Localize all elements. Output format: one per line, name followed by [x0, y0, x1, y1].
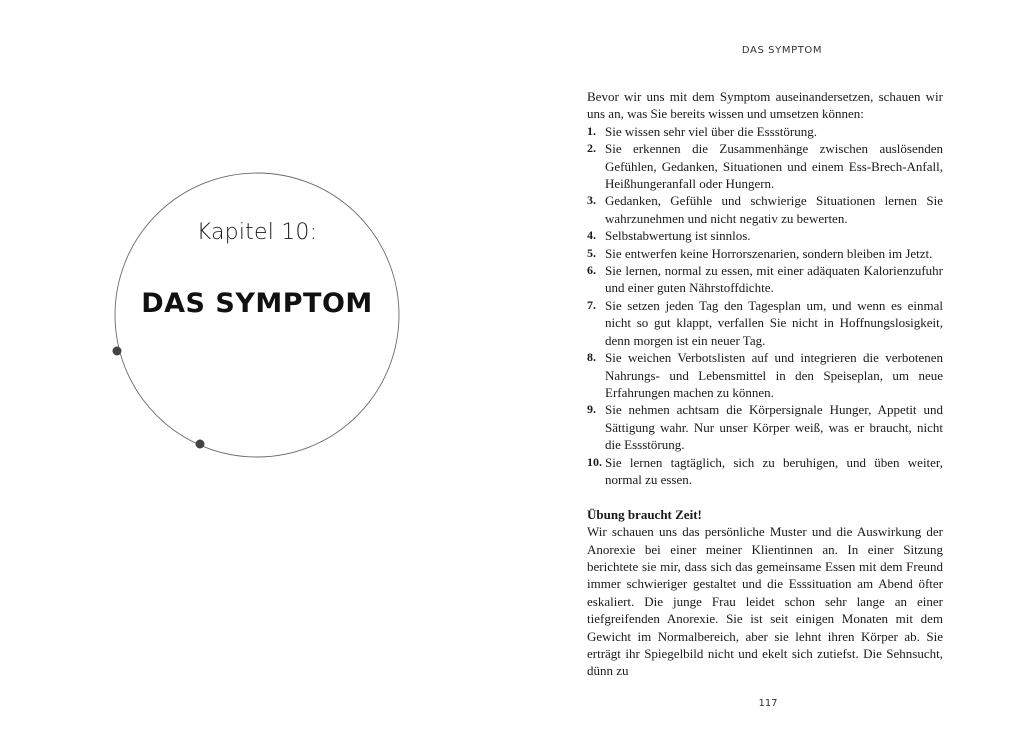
list-item: [587, 140, 943, 192]
list-item: [587, 297, 943, 349]
list-item: [587, 245, 943, 262]
list-item: [587, 227, 943, 244]
list-text: Sie entwerfen keine Horrorszenarien, sondern bleiben im Jetzt.: [605, 245, 933, 261]
numbered-list: [587, 123, 943, 489]
list-number: 10.: [587, 454, 602, 469]
chapter-title: DAS SYMPTOM: [141, 288, 373, 319]
list-text: Sie erkennen die Zusammenhänge zwischen auslösenden Gefühlen, Gedanken, Situationen und einem Ess-Brech-Anfall, Heißhungeranfall oder Hungern.: [605, 141, 943, 192]
list-text: Sie setzen jeden Tag den Tagesplan um, und wenn es einmal nicht so gut klappt, verfallen Sie nicht in Hoffnungslosigkeit, denn morgen ist ein neuer Tag.: [605, 297, 943, 348]
circle-dot-left: [113, 347, 122, 356]
chapter-label: Kapitel 10:: [196, 220, 318, 245]
list-text: Gedanken, Gefühle und schwierige Situationen lernen Sie wahrzunehmen und nicht negativ zu bewerten.: [605, 193, 943, 226]
section-paragraph: Wir schauen uns das persönliche Muster und die Auswirkung der Anorexie bei einer meiner Klientinnen an. In einer Sitzung berichtete sie mir, dass sich das gemeinsame Essen mit dem Freund immer schwieriger gestaltet und die Esssituation am Abend öfter eskaliert. Die junge Frau leidet schon sehr lange an einer tiefgreifenden Anorexie. Sie ist seit einigen Monaten mit dem Gewicht im Normalbereich, aber sie lehnt ihren Körper ab. Sie erträgt ihr Spiegelbild nicht und ekelt sich zutiefst. Die Sehnsucht, dünn zu: [587, 524, 943, 679]
running-head: DAS SYMPTOM: [741, 45, 823, 56]
right-page: [510, 0, 1020, 756]
list-text: Sie nehmen achtsam die Körpersignale Hunger, Appetit und Sättigung wahr. Nur unser Körper weiß, was er braucht, nicht die Essstörung.: [605, 402, 943, 453]
list-text: Sie weichen Verbotslisten auf und integrieren die verbotenen Nahrungs- und Lebensmittel in den Speiseplan, um neue Erfahrungen machen zu können.: [605, 350, 943, 400]
section-heading: Übung braucht Zeit!: [587, 506, 702, 522]
chapter-circle: [112, 170, 402, 460]
list-number: 8.: [587, 350, 596, 365]
list-number: 1.: [587, 123, 596, 138]
list-text: Selbstabwertung ist sinnlos.: [605, 228, 751, 244]
list-number: 3.: [587, 193, 596, 208]
list-number: 9.: [587, 402, 596, 417]
list-number: 6.: [587, 263, 596, 278]
list-item: [587, 123, 943, 140]
list-item: [587, 192, 943, 227]
list-number: 4.: [587, 228, 596, 243]
list-item: [587, 401, 943, 453]
page-number: 117: [758, 698, 778, 709]
intro-paragraph: Bevor wir uns mit dem Symptom auseinandersetzen, schauen wir uns an, was Sie bereits wissen und umsetzen können:: [587, 89, 943, 122]
list-text: Sie wissen sehr viel über die Essstörung.: [605, 123, 817, 139]
list-text: Sie lernen, normal zu essen, mit einer adäquaten Kalorienzufuhr und einer guten Nährstoffdichte.: [605, 263, 943, 296]
list-number: 7.: [587, 297, 596, 312]
list-item: [587, 262, 943, 297]
list-text: Sie lernen tagtäglich, sich zu beruhigen, und üben weiter, normal zu essen.: [605, 454, 943, 487]
body-text: [587, 88, 943, 680]
list-number: 2.: [587, 141, 596, 156]
list-item: [587, 454, 943, 489]
circle-dot-bottom: [196, 440, 205, 449]
list-item: [587, 349, 943, 401]
list-number: 5.: [587, 245, 596, 260]
